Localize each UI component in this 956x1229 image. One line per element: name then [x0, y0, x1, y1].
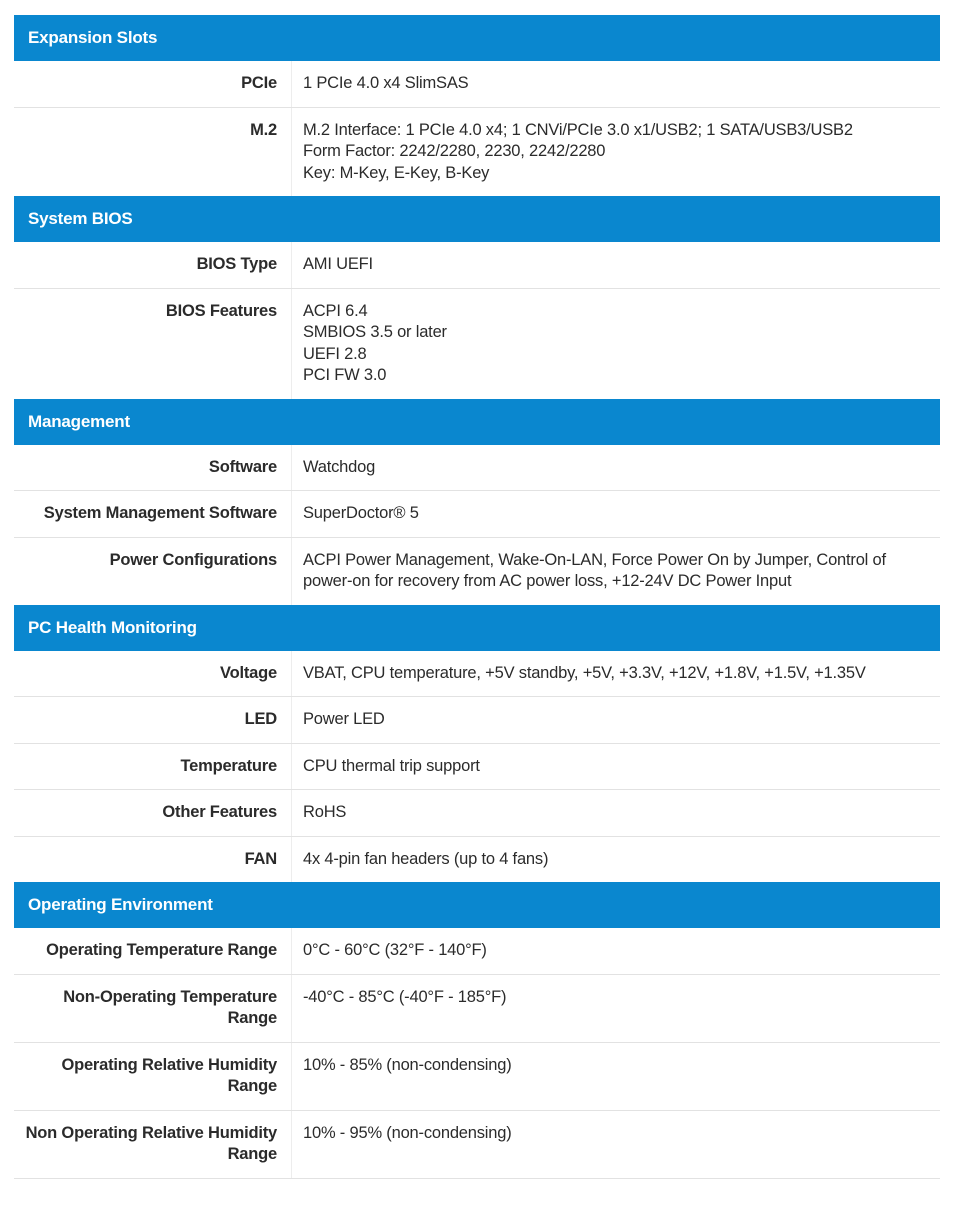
spec-value-line: PCI FW 3.0 [303, 366, 387, 384]
spec-label: Non Operating Relative Humidity Range [14, 1111, 292, 1178]
spec-row-m-2 [14, 108, 940, 197]
spec-label: Other Features [14, 790, 292, 836]
spec-value [292, 61, 940, 107]
spec-row-power-configurations [14, 538, 940, 605]
spec-value-line: M.2 Interface: 1 PCIe 4.0 x4; 1 CNVi/PCIe 3.0 x1/USB2; 1 SATA/USB3/USB2 [303, 120, 853, 139]
spec-row-pcie [14, 61, 940, 108]
spec-value-line: 10% - 85% (non-condensing) [303, 1055, 512, 1074]
section-title: Expansion Slots [28, 28, 158, 48]
spec-row-fan [14, 837, 940, 883]
spec-row-system-management-software [14, 491, 940, 538]
spec-value [292, 445, 940, 491]
spec-value-line: RoHS [303, 803, 347, 821]
spec-value-line: UEFI 2.8 [303, 344, 367, 363]
spec-value [292, 975, 940, 1042]
spec-value [292, 744, 940, 790]
spec-row-bios-features [14, 289, 940, 399]
spec-value [292, 289, 940, 399]
spec-row-operating-relative-humidity-range [14, 1043, 940, 1111]
spec-row-other-features [14, 790, 940, 837]
spec-value [292, 491, 940, 537]
spec-row-bios-type [14, 242, 940, 289]
spec-value-line: Key: M-Key, E-Key, B-Key [303, 163, 490, 182]
spec-value [292, 1111, 940, 1178]
spec-row-software [14, 445, 940, 492]
spec-value-line: Watchdog [303, 457, 376, 476]
spec-row-temperature [14, 744, 940, 791]
spec-label: FAN [14, 837, 292, 883]
spec-row-non-operating-relative-humidity-range [14, 1111, 940, 1179]
spec-label: Voltage [14, 651, 292, 697]
section-operating-environment [14, 882, 940, 1179]
spec-value [292, 1043, 940, 1110]
section-title: System BIOS [28, 209, 133, 229]
section-expansion-slots [14, 15, 940, 196]
spec-label: Non-Operating Temperature Range [14, 975, 292, 1042]
spec-value-line: CPU thermal trip support [303, 756, 480, 775]
spec-value-line: ACPI 6.4 [303, 301, 368, 320]
spec-label: BIOS Features [14, 289, 292, 399]
section-pc-health-monitoring [14, 605, 940, 883]
spec-value-line: 1 PCIe 4.0 x4 SlimSAS [303, 74, 469, 92]
spec-label: PCIe [14, 61, 292, 107]
section-rows [14, 651, 940, 883]
spec-row-operating-temperature-range [14, 928, 940, 975]
section-title: Operating Environment [28, 895, 213, 915]
spec-value [292, 242, 940, 288]
section-rows [14, 928, 940, 1179]
spec-value [292, 651, 940, 697]
spec-value-line: VBAT, CPU temperature, +5V standby, +5V, +3.3V, +12V, +1.8V, +1.5V, +1.35V [303, 663, 866, 682]
section-rows [14, 445, 940, 605]
section-header-expansion-slots [14, 15, 940, 61]
spec-label: Operating Relative Humidity Range [14, 1043, 292, 1110]
section-header-operating-environment [14, 882, 940, 928]
section-management [14, 399, 940, 605]
spec-label: Operating Temperature Range [14, 928, 292, 974]
spec-row-non-operating-temperature-range [14, 975, 940, 1043]
spec-value-line: Form Factor: 2242/2280, 2230, 2242/2280 [303, 142, 606, 160]
spec-value-line: Power LED [303, 710, 385, 728]
section-title: Management [28, 411, 130, 431]
spec-value-line: 10% - 95% (non-condensing) [303, 1123, 512, 1142]
section-system-bios [14, 196, 940, 399]
spec-label: LED [14, 697, 292, 743]
spec-value-line: AMI UEFI [303, 255, 373, 273]
spec-value [292, 538, 940, 605]
spec-value-line: ACPI Power Management, Wake-On-LAN, Force Power On by Jumper, Control of power-on for recovery from AC power loss, +12-24V DC Power Input [303, 550, 886, 590]
spec-row-voltage [14, 651, 940, 698]
spec-value-line: -40°C - 85°C (-40°F - 185°F) [303, 987, 507, 1006]
spec-table [14, 15, 940, 1179]
spec-value [292, 790, 940, 836]
spec-label: System Management Software [14, 491, 292, 537]
spec-label: M.2 [14, 108, 292, 197]
spec-label: Power Configurations [14, 538, 292, 605]
spec-row-led [14, 697, 940, 744]
section-title: PC Health Monitoring [28, 617, 197, 637]
spec-value [292, 928, 940, 974]
section-header-pc-health-monitoring [14, 605, 940, 651]
spec-value-line: SMBIOS 3.5 or later [303, 323, 447, 341]
section-header-system-bios [14, 196, 940, 242]
section-rows [14, 242, 940, 399]
spec-value [292, 837, 940, 883]
spec-value-line: 4x 4-pin fan headers (up to 4 fans) [303, 849, 549, 868]
spec-value [292, 697, 940, 743]
spec-label: Software [14, 445, 292, 491]
spec-label: Temperature [14, 744, 292, 790]
section-rows [14, 61, 940, 196]
spec-value-line: SuperDoctor® 5 [303, 504, 419, 522]
section-header-management [14, 399, 940, 445]
spec-value-line: 0°C - 60°C (32°F - 140°F) [303, 941, 487, 959]
spec-label: BIOS Type [14, 242, 292, 288]
spec-value [292, 108, 940, 197]
